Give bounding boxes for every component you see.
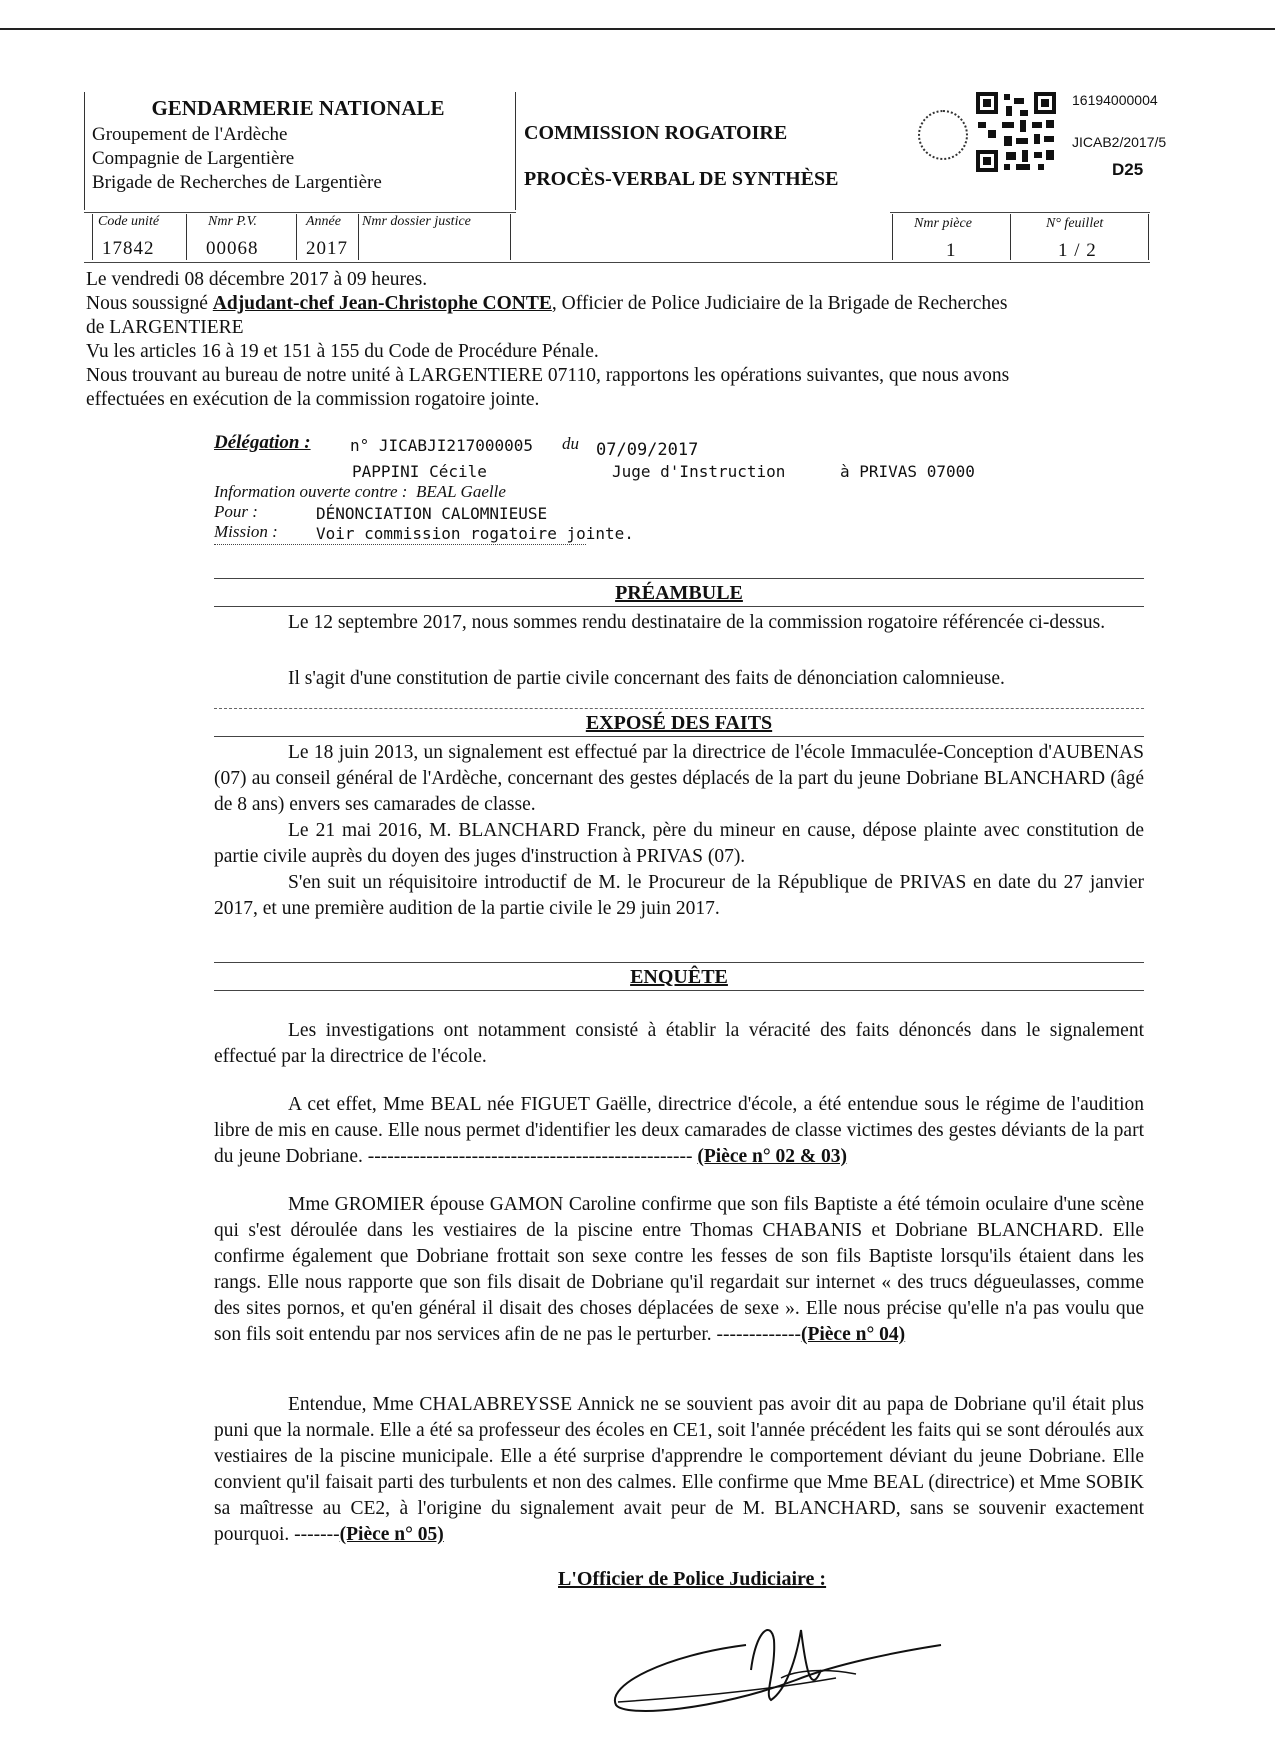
feuillet-value: 1 / 2 [1058, 240, 1097, 261]
enquete-rule [214, 962, 1144, 963]
code-cell-border [892, 214, 893, 260]
org-line-compagnie: Compagnie de Largentière [92, 148, 295, 169]
cote-number: D25 [1112, 160, 1144, 179]
enquete-paragraph-4 [214, 1392, 1144, 1548]
info-value: BEAL Gaelle [416, 482, 506, 501]
mission-label: Mission : [214, 522, 278, 541]
delegation-date: 07/09/2017 [596, 440, 699, 460]
pour-label: Pour : [214, 502, 258, 521]
intro-officer-line [86, 292, 1007, 316]
mission-value: Voir commission rogatoire jointe. [316, 524, 634, 543]
intro-bureau-line: Nous trouvant au bureau de notre unité à LARGENTIERE 07110, rapportons les opérations suivantes, que nous avons [86, 365, 1010, 386]
code-cell-border [1010, 214, 1011, 260]
code-cell-border [510, 214, 511, 260]
enquete-title: ENQUÊTE [630, 966, 728, 988]
intro-execution-line: effectuées en exécution de la commission rogatoire jointe. [86, 389, 540, 410]
expose-paragraph-3: S'en suit un réquisitoire introductif de M. le Procureur de la République de PRIVAS en date du 27 janvier 2017, et une première audition de la partie civile le 29 juin 2017. [214, 872, 1144, 919]
expose-rule [214, 708, 1144, 709]
piece-ref-02-03: (Pièce n° 02 & 03) [697, 1146, 848, 1167]
piece-ref-04: (Pièce n° 04) [800, 1324, 906, 1345]
doc-title-commission: COMMISSION ROGATOIRE [524, 122, 788, 144]
nmr-piece-label: Nmr pièce [914, 216, 972, 231]
intro-articles-line: Vu les articles 16 à 19 et 151 à 155 du Code de Procédure Pénale. [86, 341, 599, 362]
nmr-pv-label: Nmr P.V. [208, 214, 257, 229]
intro-prefix: Nous soussigné [86, 293, 213, 314]
code-unite-value: 17842 [102, 238, 155, 259]
officer-name: Adjudant-chef Jean-Christophe CONTE [212, 293, 552, 314]
enquete-rule-bottom [214, 990, 1144, 991]
code-table-top-rule [84, 212, 516, 213]
info-label: Information ouverte contre : [214, 482, 408, 501]
handwritten-signature-icon [596, 1600, 956, 1720]
code-cell-border [296, 214, 297, 260]
preambule-rule-bottom [214, 606, 1144, 607]
delegation-number: n° JICABJI217000005 [350, 436, 534, 455]
doc-title-pv: PROCÈS-VERBAL DE SYNTHÈSE [524, 168, 839, 190]
code-cell-border [92, 214, 93, 260]
intro-officer-suffix: , Officier de Police Judiciaire de la Brigade de Recherches [551, 293, 1008, 314]
org-line-brigade: Brigade de Recherches de Largentière [92, 172, 382, 193]
expose-rule-bottom [214, 736, 1144, 737]
delegation-role: Juge d'Instruction [612, 462, 786, 481]
delegation-judge: PAPPINI Cécile [352, 462, 487, 481]
piece-table-top-rule [890, 212, 1150, 213]
code-cell-border [1148, 214, 1149, 260]
dossier-justice-label: Nmr dossier justice [362, 214, 471, 229]
preambule-paragraph-2: Il s'agit d'une constitution de partie civile concernant des faits de dénonciation calomnieuse. [288, 668, 1005, 689]
qr-code-icon [976, 92, 1056, 172]
code-cell-border [186, 214, 187, 260]
org-line-groupement: Groupement de l'Ardèche [92, 124, 288, 145]
expose-paragraph-2: Le 21 mai 2016, M. BLANCHARD Franck, père du mineur en cause, dépose plainte avec constitution de partie civile auprès du doyen des juges d'instruction à PRIVAS (07). [214, 820, 1144, 867]
delegation-label: Délégation : [214, 432, 311, 453]
enquete-paragraph-4-text: Entendue, Mme CHALABREYSSE Annick ne se souvient pas avoir dit au papa de Dobriane qu'il était plus puni que la normale. Elle a été sa professeur des écoles en CE1, soit l'année précédent les faits qui se sont déroulés aux vestiaires de la piscine municipale. Elle a été surprise d'apprendre le comportement déviant du jeune Dobriane. Elle convient qu'il faisait parti des turbulents et non des calmes. Elle confirme que Mme BEAL (directrice) et Mme SOBIK sa maîtresse au CE2, à l'origine du signalement avait peur de M. BLANCHARD, sans se souvenir exactement pourquoi. ------- [214, 1394, 1144, 1545]
enquete-paragraph-3 [214, 1192, 1144, 1348]
barcode-ref: JICAB2/2017/5 [1072, 134, 1167, 150]
nmr-piece-value: 1 [946, 240, 957, 261]
code-table-bottom-rule [84, 262, 1150, 263]
pour-value: DÉNONCIATION CALOMNIEUSE [316, 504, 548, 523]
preambule-paragraph-1: Le 12 septembre 2017, nous sommes rendu destinataire de la commission rogatoire référencée ci-dessus. [288, 612, 1106, 633]
delegation-underline [214, 544, 586, 545]
code-unite-label: Code unité [98, 214, 160, 229]
stamp-circle-icon [918, 110, 968, 160]
intro-date-line: Le vendredi 08 décembre 2017 à 09 heures. [86, 269, 428, 290]
piece-ref-05: (Pièce n° 05) [339, 1524, 444, 1545]
delegation-place: à PRIVAS 07000 [840, 462, 975, 481]
enquete-paragraph-2 [214, 1092, 1144, 1170]
preambule-rule [214, 578, 1144, 579]
expose-title: EXPOSÉ DES FAITS [585, 712, 773, 734]
intro-brigade-line: de LARGENTIERE [86, 317, 244, 338]
preambule-title: PRÉAMBULE [615, 582, 743, 604]
feuillet-label: N° feuillet [1046, 216, 1104, 231]
barcode-number: 16194000004 [1072, 92, 1158, 108]
enquete-paragraph-1: Les investigations ont notamment consisté à établir la véracité des faits dénoncés dans le signalement effectué par la directrice de l'école. [214, 1020, 1144, 1067]
annee-label: Année [306, 214, 341, 229]
expose-paragraph-1: Le 18 juin 2013, un signalement est effectué par la directrice de l'école Immaculée-Conception d'AUBENAS (07) au conseil général de l'Ardèche, concernant des gestes déplacés de la part du jeune Dobriane BLANCHARD (âgé de 8 ans) envers ses camarades de classe. [214, 742, 1144, 815]
nmr-pv-value: 00068 [206, 238, 259, 259]
top-border-line [0, 28, 1275, 30]
delegation-du: du [562, 434, 579, 453]
org-title: GENDARMERIE NATIONALE [151, 96, 445, 120]
code-cell-border [358, 214, 359, 260]
enquete-paragraph-2-text: A cet effet, Mme BEAL née FIGUET Gaëlle, directrice d'école, a été entendue sous le régime de l'audition libre de mis en cause. Elle nous permet d'identifier les deux camarades de classe victimes des gestes déviants de la part du jeune Dobriane. -------------------------------------------------- [214, 1094, 1144, 1167]
annee-value: 2017 [306, 238, 348, 259]
enquete-paragraph-3-text: Mme GROMIER épouse GAMON Caroline confirme que son fils Baptiste a été témoin oculaire d'une scène qui s'est déroulée dans les vestiaires de la piscine entre Thomas CHABANIS et Dobriane BLANCHARD. Elle confirme également que Dobriane frottait son sexe contre les fesses de son fils Baptiste lorsqu'ils étaient dans les rangs. Elle nous rapporte que son fils disait de Dobriane qu'il regardait sur internet « des trucs dégueulasses, comme des sites pornos, et qu'en général il disait des choses déplacées de sexe ». Elle nous précise qu'elle n'a pas voulu que son fils soit entendu par nos services afin de ne pas le perturber. ------------- [214, 1194, 1144, 1345]
signature-label: L'Officier de Police Judiciaire : [558, 1568, 827, 1590]
